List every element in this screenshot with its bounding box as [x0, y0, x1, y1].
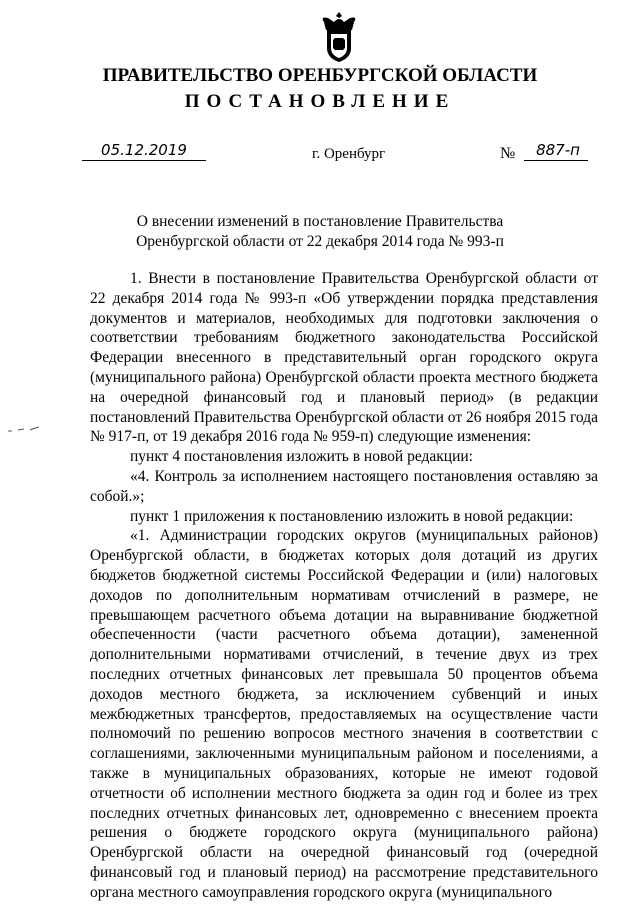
number-underline: [524, 160, 588, 161]
body-paragraph: 1. Внести в постановление Правительства Оренбургской области от 22 декабря 2014 года № 993-п «Об утверждении порядка представления документов и материалов, необходимых для подготовки заключения о соответствии требованиям бюджетного законодательства Российской Федерации внесенного в представительный орган городского округа (муниципального района) Оренбургской области проекта местного бюджета на очередной финансовый год и плановый период» (в редакции постановлений Правительства Оренбургской области от 26 ноября 2015 года № 917-п, от 19 декабря 2016 года № 959-п) следующие изменения:: [90, 270, 598, 446]
document-body: [90, 269, 598, 903]
body-paragraph: «1. Администрации городских округов (муниципальных районов) Оренбургской области, в бюджетах которых доля дотаций из других бюджетов бюджетной системы Российской Федерации и (или) налоговых доходов по дополнительным нормативам отчислений в размере, не превышающем расчетного объема дотации на выравнивание бюджетной обеспеченности (части расчетного объема дотации), замененной дополнительными нормативами отчислений, в течение двух из трех последних отчетных финансовых лет превышала 50 процентов объема доходов местного бюджета, за исключением субвенций и иных межбюджетных трансфертов, предоставляемых на осуществление части полномочий по решению вопросов местного значения в соответствии с соглашениями, заключенными муниципальным районом и поселениями, а также в муниципальных образованиях, которые не имеют годовой отчетности об исполнении местного бюджета за один год и более из трех последних отчетных финансовых лет, одновременно с внесением проекта решения о бюджете городского округа (муниципального района) Оренбургской области на очередной финансовый год (очередной финансовый год и плановый период) на рассмотрение представительного органа местного самоуправления городского округа (муниципального: [90, 527, 598, 901]
subject-line: Оренбургской области от 22 декабря 2014 года № 993-п: [136, 233, 504, 250]
body-paragraph: пункт 1 приложения к постановлению изложить в новой редакции:: [130, 507, 574, 525]
date-underline: [82, 160, 206, 161]
body-paragraph: пункт 4 постановления изложить в новой редакции:: [130, 448, 473, 466]
subject-line: О внесении изменений в постановление Правительства: [136, 213, 504, 230]
number-sign: №: [500, 145, 516, 162]
document-number: 887-п: [536, 141, 580, 159]
document-subject: [90, 212, 550, 252]
document-city: г. Оренбург: [312, 146, 386, 162]
government-title: ПРАВИТЕЛЬСТВО ОРЕНБУРГСКОЙ ОБЛАСТИ: [102, 65, 538, 86]
margin-scribble-mark: [6, 425, 42, 435]
document-date: 05.12.2019: [101, 141, 187, 159]
document-type: ПОСТАНОВЛЕНИЕ: [184, 91, 456, 112]
coat-of-arms-icon: [318, 10, 360, 64]
body-paragraph: «4. Контроль за исполнением настоящего постановления оставляю за собой.»;: [90, 467, 598, 505]
